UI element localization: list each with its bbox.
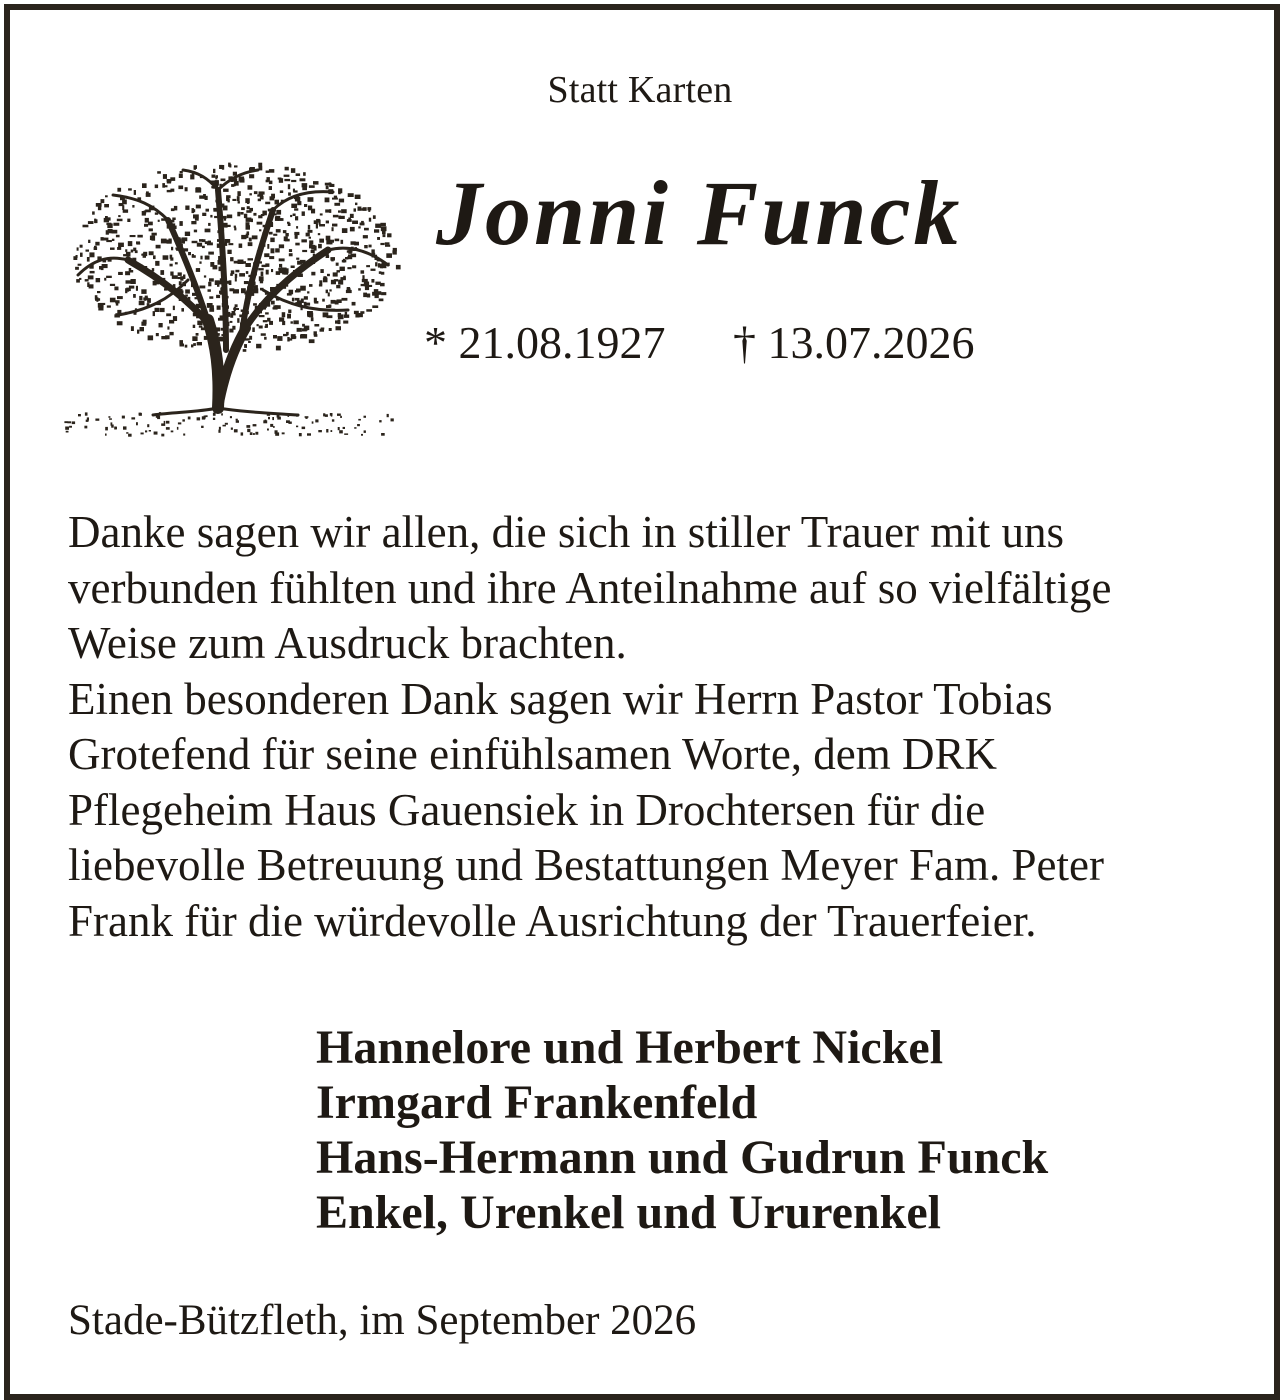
message-line: liebevolle Betreuung und Bestattungen Meyer Fam. Peter [68, 840, 1104, 890]
message-line: Einen besonderen Dank sagen wir Herrn Pastor Tobias [68, 673, 1053, 724]
message-line: Frank für die würdevolle Ausrichtung der Trauerfeier. [68, 895, 1037, 946]
mourner-line: Irmgard Frankenfeld [316, 1076, 758, 1129]
mourner-line: Hans-Hermann und Gudrun Funck [316, 1131, 1049, 1184]
message-line: Danke sagen wir allen, die sich in stiller Trauer mit uns [68, 507, 1065, 557]
tree-illustration-icon [58, 150, 408, 450]
birth-date: * 21.08.1927 [424, 317, 666, 368]
message-line: Weise zum Ausdruck brachten. [68, 618, 627, 668]
statt-karten-heading: Statt Karten [547, 69, 733, 111]
mourners-list [316, 1020, 1048, 1240]
mourner-line: Enkel, Urenkel und Ururenkel [316, 1186, 942, 1239]
thank-you-message [68, 505, 1248, 949]
death-date: † 13.07.2026 [733, 317, 975, 368]
place-and-date: Stade-Bützfleth, im September 2026 [68, 1297, 697, 1344]
message-line: Pflegeheim Haus Gauensiek in Drochtersen für die [68, 784, 986, 835]
life-dates [424, 316, 975, 369]
message-line: Grotefend für seine einfühlsamen Worte, dem DRK [68, 729, 998, 779]
deceased-name: Jonni Funck [436, 162, 963, 264]
mourner-line: Hannelore und Herbert Nickel [316, 1021, 944, 1074]
message-line: verbunden fühlten und ihre Anteilnahme auf so vielfältige [68, 562, 1112, 613]
